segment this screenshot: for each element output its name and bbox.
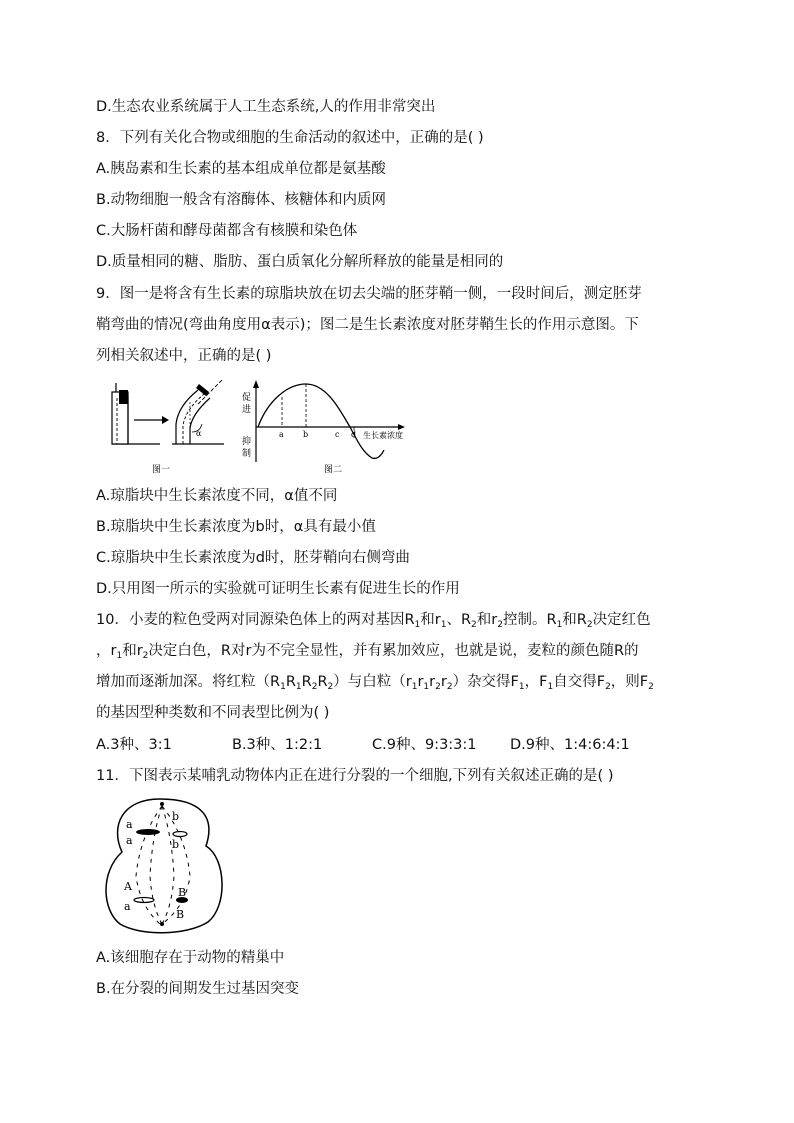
q9-option-d: D.只用图一所示的实验就可证明生长素有促进生长的作用 [96,581,460,597]
q11-option-a: A.该细胞存在于动物的精巢中 [96,950,285,966]
allele-B-bottom-2: B [176,908,185,921]
tick-b: b [303,430,309,439]
q7-option-d: D.生态农业系统属于人工生态系统,人的作用非常突出 [96,99,436,115]
fig1-caption: 图一 [152,465,171,475]
q10-stem-line1: 10．小麦的粒色受两对同源染色体上的两对基因$R_1$和$r_1$、$R_2$和$r_2$控制。$R_1$和$R_2$决定红色 [96,612,651,630]
q8-option-c: C.大肠杆菌和酵母菌都含有核膜和染色体 [96,223,358,239]
q10-option-b: B.3种、1:2:1 [232,737,323,753]
q10-stem-line4: 的基因型种类数和不同表型比例为( ) [96,705,330,721]
q9-stem-line1: 9．图一是将含有生长素的琼脂块放在切去尖端的胚芽鞘一侧，一段时间后，测定胚芽 [96,286,642,302]
q9-option-b: B.琼脂块中生长素浓度为b时，α具有最小值 [96,519,376,535]
q10-option-a: A.3种、3:1 [96,737,172,753]
allele-a-bottom: a [124,900,131,913]
x-axis-label: 生长素浓度 [363,431,403,440]
q8-stem: 8．下列有关化合物或细胞的生命活动的叙述中，正确的是( ) [96,130,484,146]
q8-option-d: D.质量相同的糖、脂肪、蛋白质氧化分解所释放的能量是相同的 [96,254,504,270]
y-label-inhibit-1: 抑 [242,437,252,447]
y-label-promote-1: 促 [242,393,252,403]
q11-stem: 11．下图表示某哺乳动物体内正在进行分裂的一个细胞,下列有关叙述正确的是( ) [96,768,614,784]
y-label-inhibit-2: 制 [242,449,252,459]
q10-option-d: D.9种、1:4:6:4:1 [510,737,630,753]
y-label-promote-2: 进 [242,405,252,415]
q10-option-c: C.9种、9:3:3:1 [372,737,477,753]
q11-cell-figure [100,796,234,936]
allele-b-top-1: b [172,810,180,823]
q10-stem-line3: 增加而逐渐加深。将红粒$(R_1R_1R_2R_2)$与白粒$(r_1r_1r_2r_2)$杂交得$F_1$，$F_1$自交得$F_2$，则$F_2$ [96,674,654,692]
alpha-label: α [196,429,202,438]
q9-figure [92,380,432,480]
q8-option-b: B.动物细胞一般含有溶酶体、核糖体和内质网 [96,192,387,208]
allele-B-bottom-1: B [178,886,187,899]
allele-A-bottom: A [124,880,132,893]
q10-stem-line2: ，$r_1$和$r_2$决定白色，R对r为不完全显性，并有累加效应，也就是说，麦粒的颜色随R的 [96,643,639,661]
allele-a-top-1: a [126,818,133,831]
allele-a-top-2: a [126,834,133,847]
q11-option-b: B.在分裂的间期发生过基因突变 [96,981,300,997]
fig2-caption: 图二 [324,465,343,475]
allele-b-top-2: b [172,838,180,851]
q9-option-c: C.琼脂块中生长素浓度为d时，胚芽鞘向右侧弯曲 [96,550,410,566]
tick-d: d [351,430,357,439]
q9-stem-line3: 列相关叙述中，正确的是( ) [96,348,272,364]
q9-option-a: A.琼脂块中生长素浓度不同，α值不同 [96,488,338,504]
q9-stem-line2: 鞘弯曲的情况(弯曲角度用α表示)；图二是生长素浓度对胚芽鞘生长的作用示意图。下 [96,317,639,333]
q8-option-a: A.胰岛素和生长素的基本组成单位都是氨基酸 [96,161,386,177]
tick-c: c [335,430,340,439]
tick-a: a [279,430,284,439]
